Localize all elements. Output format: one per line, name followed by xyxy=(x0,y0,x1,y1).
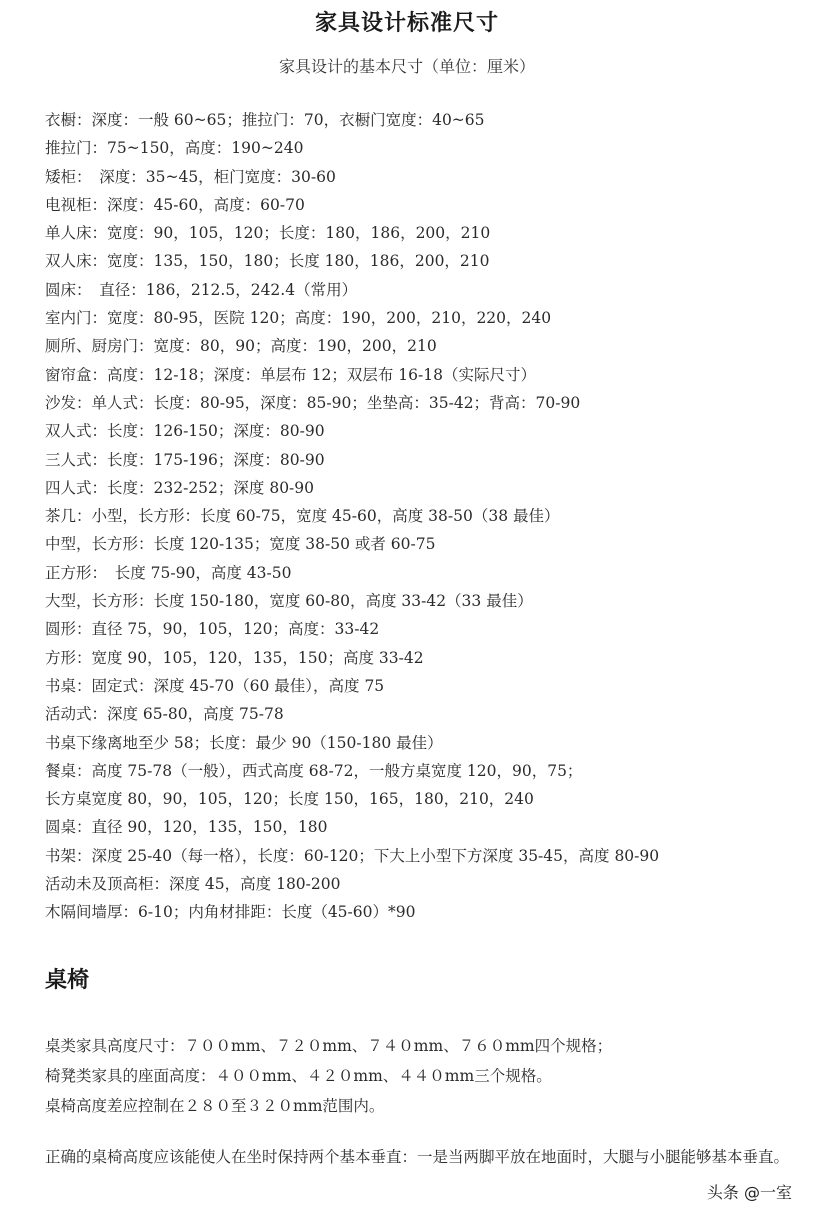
paragraph-posture: 正确的桌椅高度应该能使人在坐时保持两个基本垂直：一是当两脚平放在地面时，大腿与小腿能够基本垂直。 xyxy=(45,1148,790,1166)
dimension-line-coffee-table-medium: 中型，长方形：长度 120-135；宽度 38-50 或者 60-75 xyxy=(45,535,436,554)
dimension-line-desk-fixed: 书桌：固定式：深度 45-70（60 最佳），高度 75 xyxy=(45,676,385,695)
spec-line-seat-height: 椅凳类家具的座面高度：４００mm、４２０mm、４４０mm三个规格。 xyxy=(45,1067,552,1085)
dimension-line-coffee-table-round: 圆形：直径 75，90，105，120；高度：33-42 xyxy=(45,620,380,639)
dimension-line-wardrobe: 衣橱：深度：一般 60~65；推拉门：70，衣橱门宽度：40~65 xyxy=(45,111,485,129)
dimension-line-coffee-table-large: 大型，长方形：长度 150-180，宽度 60-80，高度 33-42（33 最佳） xyxy=(45,592,533,611)
dimension-line-low-cabinet: 矮柜： 深度：35~45，柜门宽度：30-60 xyxy=(45,167,336,186)
dimension-line-coffee-table-small: 茶几：小型，长方形：长度 60-75，宽度 45-60，高度 38-50（38 最佳） xyxy=(45,507,560,526)
dimension-line-single-bed: 单人床：宽度：90，105，120；长度：180，186，200，210 xyxy=(45,224,491,243)
page-title: 家具设计标准尺寸 xyxy=(314,11,499,36)
page-subtitle: 家具设计的基本尺寸（单位：厘米） xyxy=(278,57,535,76)
dimension-line-desk-clearance: 书桌下缘离地至少 58；长度：最少 90（150-180 最佳） xyxy=(45,733,443,752)
dimension-line-coffee-table-square: 正方形： 长度 75-90，高度 43-50 xyxy=(45,563,292,582)
dimension-line-sofa-quad: 四人式：长度：232-252；深度 80-90 xyxy=(45,478,315,497)
dimension-line-round-table: 圆桌：直径 90，120，135，150，180 xyxy=(45,818,328,837)
dimension-line-round-bed: 圆床： 直径：186，212.5，242.4（常用） xyxy=(45,280,358,299)
dimension-line-bookshelf: 书架：深度 25-40（每一格），长度：60-120；下大上小型下方深度 35-45，高度 80-90 xyxy=(45,846,660,865)
dimension-line-curtain-box: 窗帘盒：高度：12-18；深度：单层布 12；双层布 16-18（实际尺寸） xyxy=(45,365,536,384)
dimension-line-partition-wall: 木隔间墙厚：6-10；内角材排距：长度（45-60）*90 xyxy=(45,903,416,922)
dimension-line-toilet-kitchen-door: 厕所、厨房门：宽度：80，90；高度：190，200，210 xyxy=(45,337,437,356)
dimension-line-sofa-double: 双人式：长度：126-150；深度：80-90 xyxy=(45,422,325,441)
table-chair-specs xyxy=(45,1031,805,1121)
dimension-line-sofa-triple: 三人式：长度：175-196；深度：80-90 xyxy=(45,450,325,469)
spec-line-table-height: 桌类家具高度尺寸：７００mm、７２０mm、７４０mm、７６０mm四个规格； xyxy=(45,1037,613,1055)
dimension-line-sliding-door: 推拉门：75~150，高度：190~240 xyxy=(45,139,304,158)
dimension-line-dining-table: 餐桌：高度 75-78（一般），西式高度 68-72，一般方桌宽度 120，90，75； xyxy=(45,761,583,780)
dimension-line-coffee-table-square-large: 方形：宽度 90，105，120，135，150；高度 33-42 xyxy=(45,648,424,667)
dimension-line-rect-table: 长方桌宽度 80，90，105，120；长度 150，165，180，210，240 xyxy=(45,790,534,809)
dimension-list xyxy=(45,106,805,927)
dimension-line-desk-movable: 活动式：深度 65-80，高度 75-78 xyxy=(45,705,284,724)
dimension-line-tv-cabinet: 电视柜：深度：45-60，高度：60-70 xyxy=(45,195,305,214)
section-title-tables-chairs: 桌椅 xyxy=(45,968,90,993)
dimension-line-interior-door: 室内门：宽度：80-95，医院 120；高度：190，200，210，220，240 xyxy=(45,309,552,328)
dimension-line-tall-cabinet: 活动未及顶高柜：深度 45，高度 180-200 xyxy=(45,875,341,894)
watermark: 头条 @一室 xyxy=(703,1180,796,1203)
dimension-line-sofa-single: 沙发：单人式：长度：80-95，深度：85-90；坐垫高：35-42；背高：70-90 xyxy=(45,393,581,412)
dimension-line-double-bed: 双人床：宽度：135，150，180；长度 180，186，200，210 xyxy=(45,252,490,271)
spec-line-height-difference: 桌椅高度差应控制在２８０至３２０mm范围内。 xyxy=(45,1097,385,1115)
